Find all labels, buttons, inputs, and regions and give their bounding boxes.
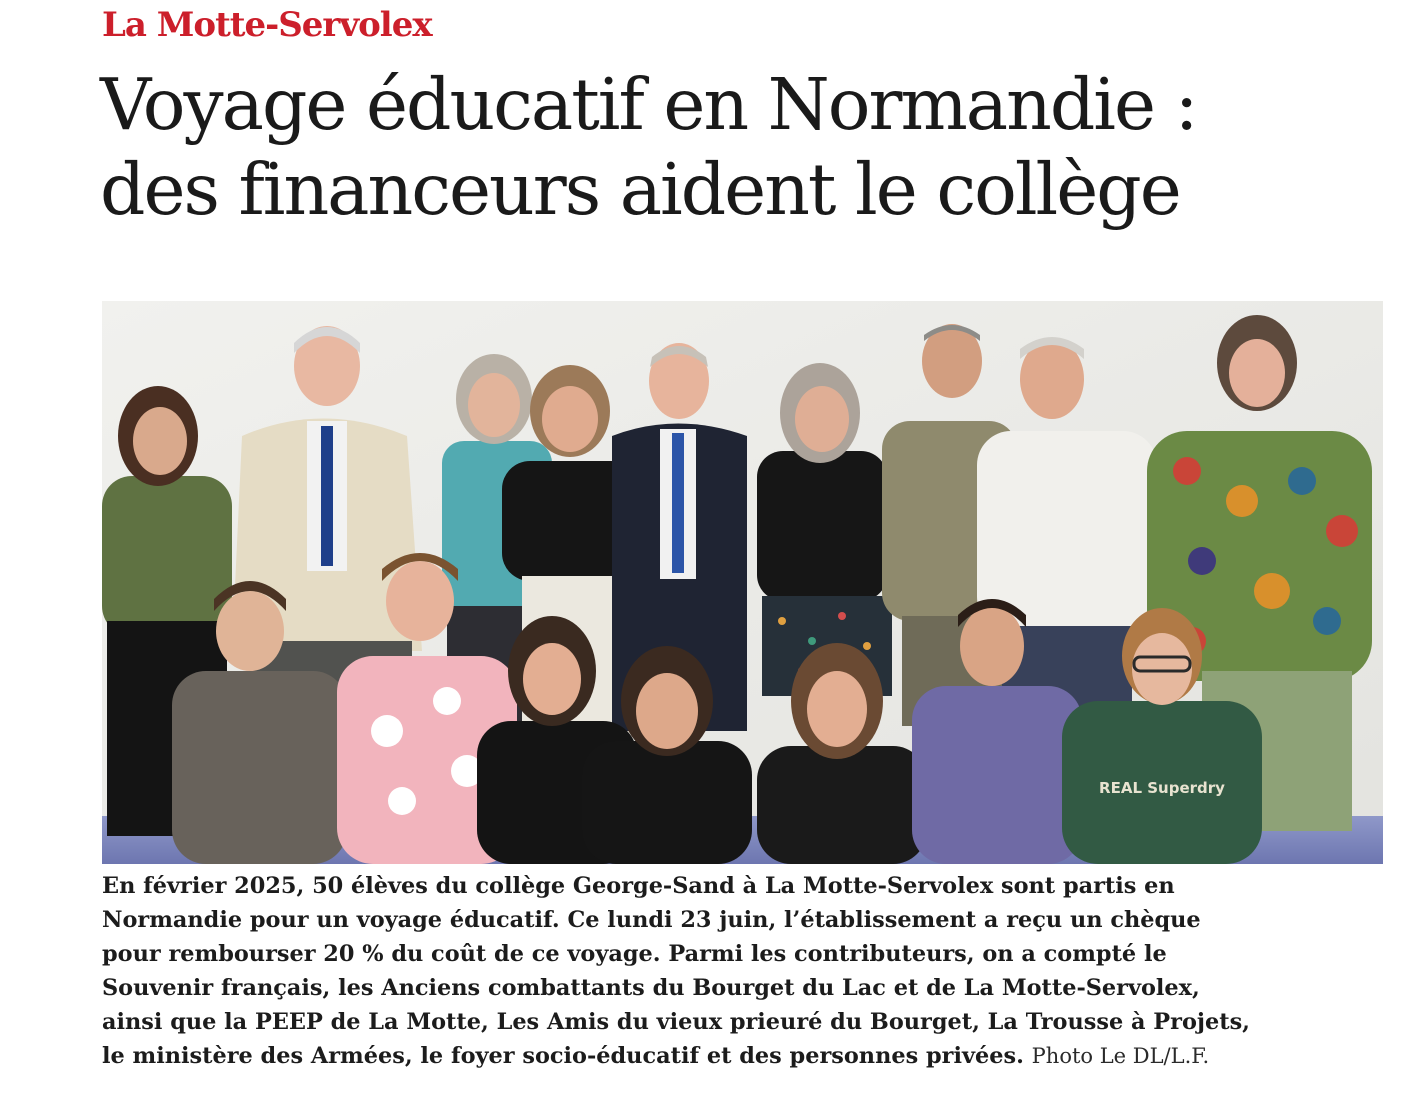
caption-line: Souvenir français, les Anciens combattants du Bourget du Lac et de La Motte-Servolex, xyxy=(102,975,1200,1001)
caption-line-text: le ministère des Armées, le foyer socio-éducatif et des personnes privées. xyxy=(102,1043,1024,1069)
group-photo xyxy=(102,301,1383,864)
photo-credit: Photo Le DL/L.F. xyxy=(1031,1044,1210,1068)
photo-caption xyxy=(102,869,1392,1073)
headline xyxy=(100,62,1360,232)
section-kicker: La Motte-Servolex xyxy=(102,5,432,45)
headline-line-1: Voyage éducatif en Normandie : xyxy=(100,63,1197,146)
caption-line: ainsi que la PEEP de La Motte, Les Amis du vieux prieuré du Bourget, La Trousse à Projets, xyxy=(102,1009,1250,1035)
headline-line-2: des financeurs aident le collège xyxy=(100,148,1180,231)
caption-line: pour rembourser 20 % du coût de ce voyage. Parmi les contributeurs, on a compté le xyxy=(102,941,1167,967)
caption-line: En février 2025, 50 élèves du collège George-Sand à La Motte-Servolex sont partis en xyxy=(102,873,1175,899)
caption-line-last xyxy=(102,1039,1392,1073)
group-photo-illustration xyxy=(102,301,1383,864)
caption-line: Normandie pour un voyage éducatif. Ce lundi 23 juin, l’établissement a reçu un chèque xyxy=(102,907,1201,933)
tshirt-print: REAL Superdry xyxy=(1099,779,1225,797)
